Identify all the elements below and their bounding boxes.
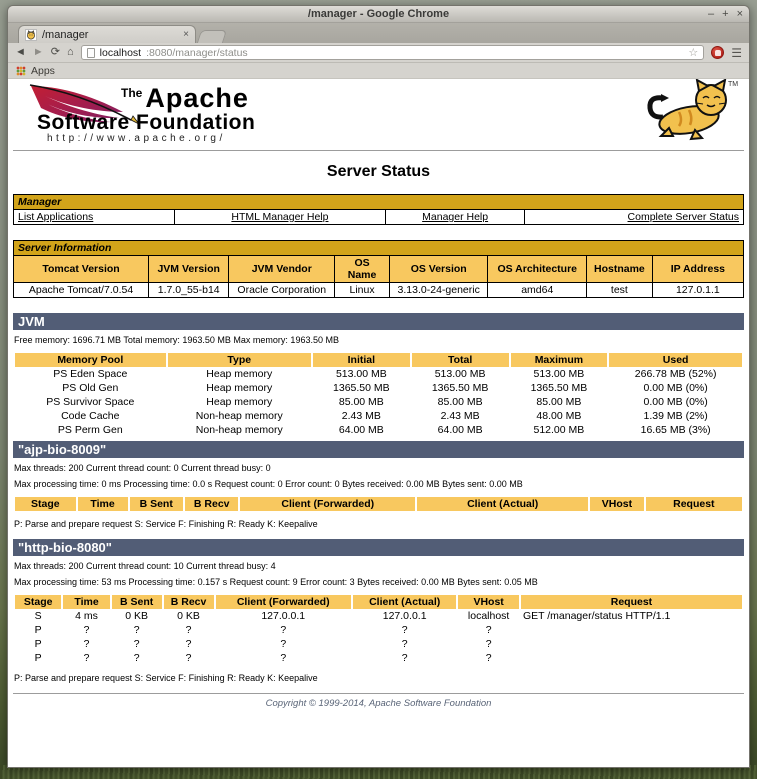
url-path: :8080/manager/status bbox=[146, 46, 248, 59]
table-cell: 4 ms bbox=[75, 610, 98, 623]
table-cell: 513.00 MB bbox=[335, 368, 387, 381]
table-cell: 266.78 MB (52%) bbox=[634, 368, 717, 381]
ajp-request-table bbox=[13, 497, 744, 511]
table-row bbox=[15, 497, 742, 511]
logo-line2: Software Foundation bbox=[37, 111, 256, 134]
tomcat-version: Apache Tomcat/7.0.54 bbox=[14, 283, 149, 298]
maximize-icon[interactable]: + bbox=[722, 8, 729, 20]
jvm-memory-summary: Free memory: 1696.71 MB Total memory: 1963.50 MB Max memory: 1963.50 MB bbox=[14, 335, 339, 345]
column-header: Request bbox=[646, 497, 742, 511]
ip-address: 127.0.1.1 bbox=[652, 283, 743, 298]
tomcat-favicon-icon bbox=[25, 29, 37, 41]
table-row bbox=[15, 395, 742, 409]
tab-title: /manager bbox=[42, 28, 89, 41]
table-row bbox=[15, 423, 742, 437]
jvm-version: 1.7.0_55-b14 bbox=[149, 283, 229, 298]
link-list-applications[interactable]: List Applications bbox=[18, 211, 94, 223]
http-request-stats: Max processing time: 53 ms Processing time: 0.157 s Request count: 9 Error count: 3 Bytes received: 0.00 MB Bytes sent: 0.05 MB bbox=[14, 577, 538, 588]
jvm-vendor: Oracle Corporation bbox=[229, 283, 335, 298]
http-section-header: "http-bio-8080" bbox=[13, 539, 744, 556]
table-cell: ? bbox=[485, 638, 492, 651]
browser-toolbar bbox=[8, 43, 749, 63]
page-content bbox=[8, 79, 749, 767]
apps-label[interactable]: Apps bbox=[31, 64, 55, 77]
table-row bbox=[15, 637, 742, 651]
table-cell: 85.00 MB bbox=[338, 396, 384, 409]
table-cell: 1365.50 MB bbox=[530, 382, 588, 395]
column-header: Total bbox=[412, 353, 509, 367]
tab-close-icon[interactable]: × bbox=[183, 29, 189, 40]
column-header: Stage bbox=[15, 497, 76, 511]
new-tab-button[interactable] bbox=[197, 30, 227, 43]
table-cell: Code Cache bbox=[61, 410, 120, 423]
table-cell: P bbox=[34, 624, 42, 637]
column-header: Time bbox=[63, 595, 109, 609]
table-row bbox=[14, 283, 744, 298]
column-header: Type bbox=[168, 353, 311, 367]
table-row bbox=[15, 367, 742, 381]
ajp-stage-legend: P: Parse and prepare request S: Service F: Finishing R: Ready K: Keepalive bbox=[14, 519, 318, 530]
table-cell: 2.43 MB bbox=[440, 410, 480, 423]
table-cell: 512.00 MB bbox=[533, 424, 585, 437]
table-cell: GET /manager/status HTTP/1.1 bbox=[522, 610, 671, 623]
server-info-table bbox=[13, 240, 744, 298]
table-cell: ? bbox=[280, 624, 287, 637]
table-cell: 1365.50 MB bbox=[431, 382, 489, 395]
table-cell: ? bbox=[133, 638, 140, 651]
bookmarks-bar bbox=[8, 63, 749, 79]
table-cell: 1.39 MB (2%) bbox=[643, 410, 708, 423]
table-cell bbox=[521, 651, 742, 665]
column-header: IP Address bbox=[652, 256, 743, 283]
table-cell: 85.00 MB bbox=[536, 396, 582, 409]
table-cell: 16.65 MB (3%) bbox=[640, 424, 711, 437]
column-header: JVM Version bbox=[149, 256, 229, 283]
window-titlebar[interactable] bbox=[8, 6, 749, 23]
column-header: VHost bbox=[458, 595, 519, 609]
table-cell: ? bbox=[83, 652, 90, 665]
table-cell: Heap memory bbox=[206, 382, 273, 395]
table-cell: 1365.50 MB bbox=[333, 382, 390, 395]
tomcat-trademark: TM bbox=[728, 81, 738, 88]
table-cell: ? bbox=[83, 624, 90, 637]
table-row bbox=[14, 256, 744, 283]
table-cell: ? bbox=[280, 652, 287, 665]
table-cell: ? bbox=[83, 638, 90, 651]
os-architecture: amd64 bbox=[488, 283, 587, 298]
tomcat-logo-icon bbox=[633, 79, 738, 144]
ajp-request-stats: Max processing time: 0 ms Processing time: 0.0 s Request count: 0 Error count: 0 Bytes received: 0.00 MB Bytes sent: 0.00 MB bbox=[14, 479, 523, 490]
table-cell: 0.00 MB (0%) bbox=[643, 382, 708, 395]
os-version: 3.13.0-24-generic bbox=[389, 283, 488, 298]
bookmark-star-icon[interactable]: ☆ bbox=[688, 47, 699, 59]
column-header: JVM Vendor bbox=[229, 256, 335, 283]
table-row bbox=[14, 210, 744, 225]
column-header: Request bbox=[521, 595, 742, 609]
table-cell: 2.43 MB bbox=[341, 410, 381, 423]
table-cell: ? bbox=[280, 638, 287, 651]
table-row bbox=[15, 609, 742, 623]
table-cell: 513.00 MB bbox=[533, 368, 585, 381]
table-cell: 64.00 MB bbox=[338, 424, 384, 437]
column-header: Stage bbox=[15, 595, 61, 609]
link-manager-help[interactable]: Manager Help bbox=[422, 211, 489, 223]
table-row bbox=[14, 195, 744, 210]
page-title: Server Status bbox=[326, 163, 431, 180]
window-controls bbox=[708, 7, 743, 21]
apps-grid-icon[interactable] bbox=[16, 66, 26, 76]
table-cell: PS Perm Gen bbox=[57, 424, 123, 437]
column-header: B Recv bbox=[185, 497, 238, 511]
table-cell: ? bbox=[485, 624, 492, 637]
column-header: Maximum bbox=[511, 353, 608, 367]
table-row bbox=[15, 595, 742, 609]
table-cell: ? bbox=[133, 652, 140, 665]
table-cell: PS Survivor Space bbox=[46, 396, 135, 409]
table-row bbox=[15, 381, 742, 395]
forward-icon[interactable]: ► bbox=[32, 46, 44, 58]
table-row bbox=[15, 623, 742, 637]
table-cell: ? bbox=[185, 624, 192, 637]
column-header: Client (Forwarded) bbox=[216, 595, 351, 609]
column-header: OS Version bbox=[389, 256, 488, 283]
table-cell bbox=[521, 637, 742, 651]
column-header: Client (Actual) bbox=[417, 497, 588, 511]
os-name: Linux bbox=[335, 283, 390, 298]
url-host: localhost bbox=[99, 46, 142, 59]
tab-manager[interactable] bbox=[18, 25, 196, 43]
jvm-section-header: JVM bbox=[13, 313, 744, 330]
table-cell: 0 KB bbox=[125, 610, 149, 623]
http-stage-legend: P: Parse and prepare request S: Service F: Finishing R: Ready K: Keepalive bbox=[14, 673, 318, 684]
column-header: OS Name bbox=[335, 256, 390, 283]
close-icon[interactable]: × bbox=[736, 8, 743, 20]
logo-url: http://www.apache.org/ bbox=[47, 133, 226, 144]
tab-strip bbox=[8, 23, 749, 43]
table-row bbox=[14, 241, 744, 256]
column-header: Tomcat Version bbox=[14, 256, 149, 283]
column-header: B Sent bbox=[130, 497, 183, 511]
home-icon[interactable]: ⌂ bbox=[67, 46, 74, 58]
table-cell: PS Old Gen bbox=[62, 382, 119, 395]
column-header: B Recv bbox=[164, 595, 214, 609]
table-cell: 48.00 MB bbox=[536, 410, 582, 423]
table-cell: 127.0.0.1 bbox=[382, 610, 427, 623]
asf-logo-text bbox=[37, 85, 255, 144]
chrome-window bbox=[7, 5, 750, 768]
back-icon[interactable]: ◄ bbox=[15, 46, 26, 58]
table-row bbox=[15, 651, 742, 665]
table-cell: 64.00 MB bbox=[437, 424, 483, 437]
masthead-divider bbox=[13, 150, 744, 151]
ajp-section-header: "ajp-bio-8009" bbox=[13, 441, 744, 458]
server-info-section-title: Server Information bbox=[14, 241, 744, 256]
table-cell: ? bbox=[485, 652, 492, 665]
column-header: Memory Pool bbox=[15, 353, 166, 367]
page-icon bbox=[87, 48, 95, 58]
table-cell bbox=[521, 623, 742, 637]
table-cell: 0.00 MB (0%) bbox=[643, 396, 708, 409]
table-cell: P bbox=[34, 638, 42, 651]
table-cell: Non-heap memory bbox=[195, 424, 283, 437]
column-header: VHost bbox=[590, 497, 643, 511]
table-cell: ? bbox=[185, 652, 192, 665]
table-cell: Heap memory bbox=[206, 396, 273, 409]
column-header: Initial bbox=[313, 353, 410, 367]
logo-apache: Apache bbox=[145, 83, 249, 113]
minimize-icon[interactable]: – bbox=[708, 8, 715, 20]
table-cell: ? bbox=[133, 624, 140, 637]
table-cell: S bbox=[34, 610, 42, 623]
address-bar[interactable] bbox=[81, 45, 705, 60]
http-request-table bbox=[13, 595, 744, 665]
table-cell: P bbox=[34, 652, 42, 665]
table-cell: ? bbox=[401, 638, 408, 651]
copyright-notice: Copyright © 1999-2014, Apache Software Foundation bbox=[265, 698, 492, 710]
table-cell: ? bbox=[401, 624, 408, 637]
table-row bbox=[15, 353, 742, 367]
http-thread-stats: Max threads: 200 Current thread count: 10 Current thread busy: 4 bbox=[14, 561, 276, 572]
link-html-manager-help[interactable]: HTML Manager Help bbox=[231, 211, 329, 223]
column-header: Hostname bbox=[587, 256, 653, 283]
hostname: test bbox=[587, 283, 653, 298]
table-cell: Non-heap memory bbox=[195, 410, 283, 423]
manager-section-title: Manager bbox=[14, 195, 744, 210]
table-cell: 127.0.0.1 bbox=[261, 610, 306, 623]
table-cell: 513.00 MB bbox=[434, 368, 486, 381]
reload-icon[interactable]: ⟳ bbox=[50, 46, 60, 58]
table-row bbox=[15, 409, 742, 423]
chrome-menu-icon[interactable]: ☰ bbox=[731, 45, 742, 60]
manager-table bbox=[13, 194, 744, 225]
table-cell: localhost bbox=[467, 610, 510, 623]
column-header: Time bbox=[78, 497, 128, 511]
table-cell: Heap memory bbox=[206, 368, 273, 381]
ajp-thread-stats: Max threads: 200 Current thread count: 0 Current thread busy: 0 bbox=[14, 463, 271, 474]
table-cell: PS Eden Space bbox=[53, 368, 128, 381]
column-header: B Sent bbox=[112, 595, 162, 609]
masthead bbox=[13, 81, 744, 148]
footer-divider bbox=[13, 693, 744, 694]
column-header: Used bbox=[609, 353, 742, 367]
adblock-extension-icon[interactable] bbox=[711, 46, 724, 59]
memory-pool-table bbox=[13, 353, 744, 437]
logo-the: The bbox=[121, 86, 143, 100]
column-header: OS Architecture bbox=[488, 256, 587, 283]
link-complete-server-status[interactable]: Complete Server Status bbox=[627, 211, 739, 223]
window-title: /manager - Google Chrome bbox=[307, 8, 450, 20]
table-cell: 0 KB bbox=[177, 610, 200, 623]
column-header: Client (Actual) bbox=[353, 595, 456, 609]
table-cell: 85.00 MB bbox=[437, 396, 483, 409]
table-cell: ? bbox=[401, 652, 408, 665]
column-header: Client (Forwarded) bbox=[240, 497, 415, 511]
table-cell: ? bbox=[185, 638, 192, 651]
